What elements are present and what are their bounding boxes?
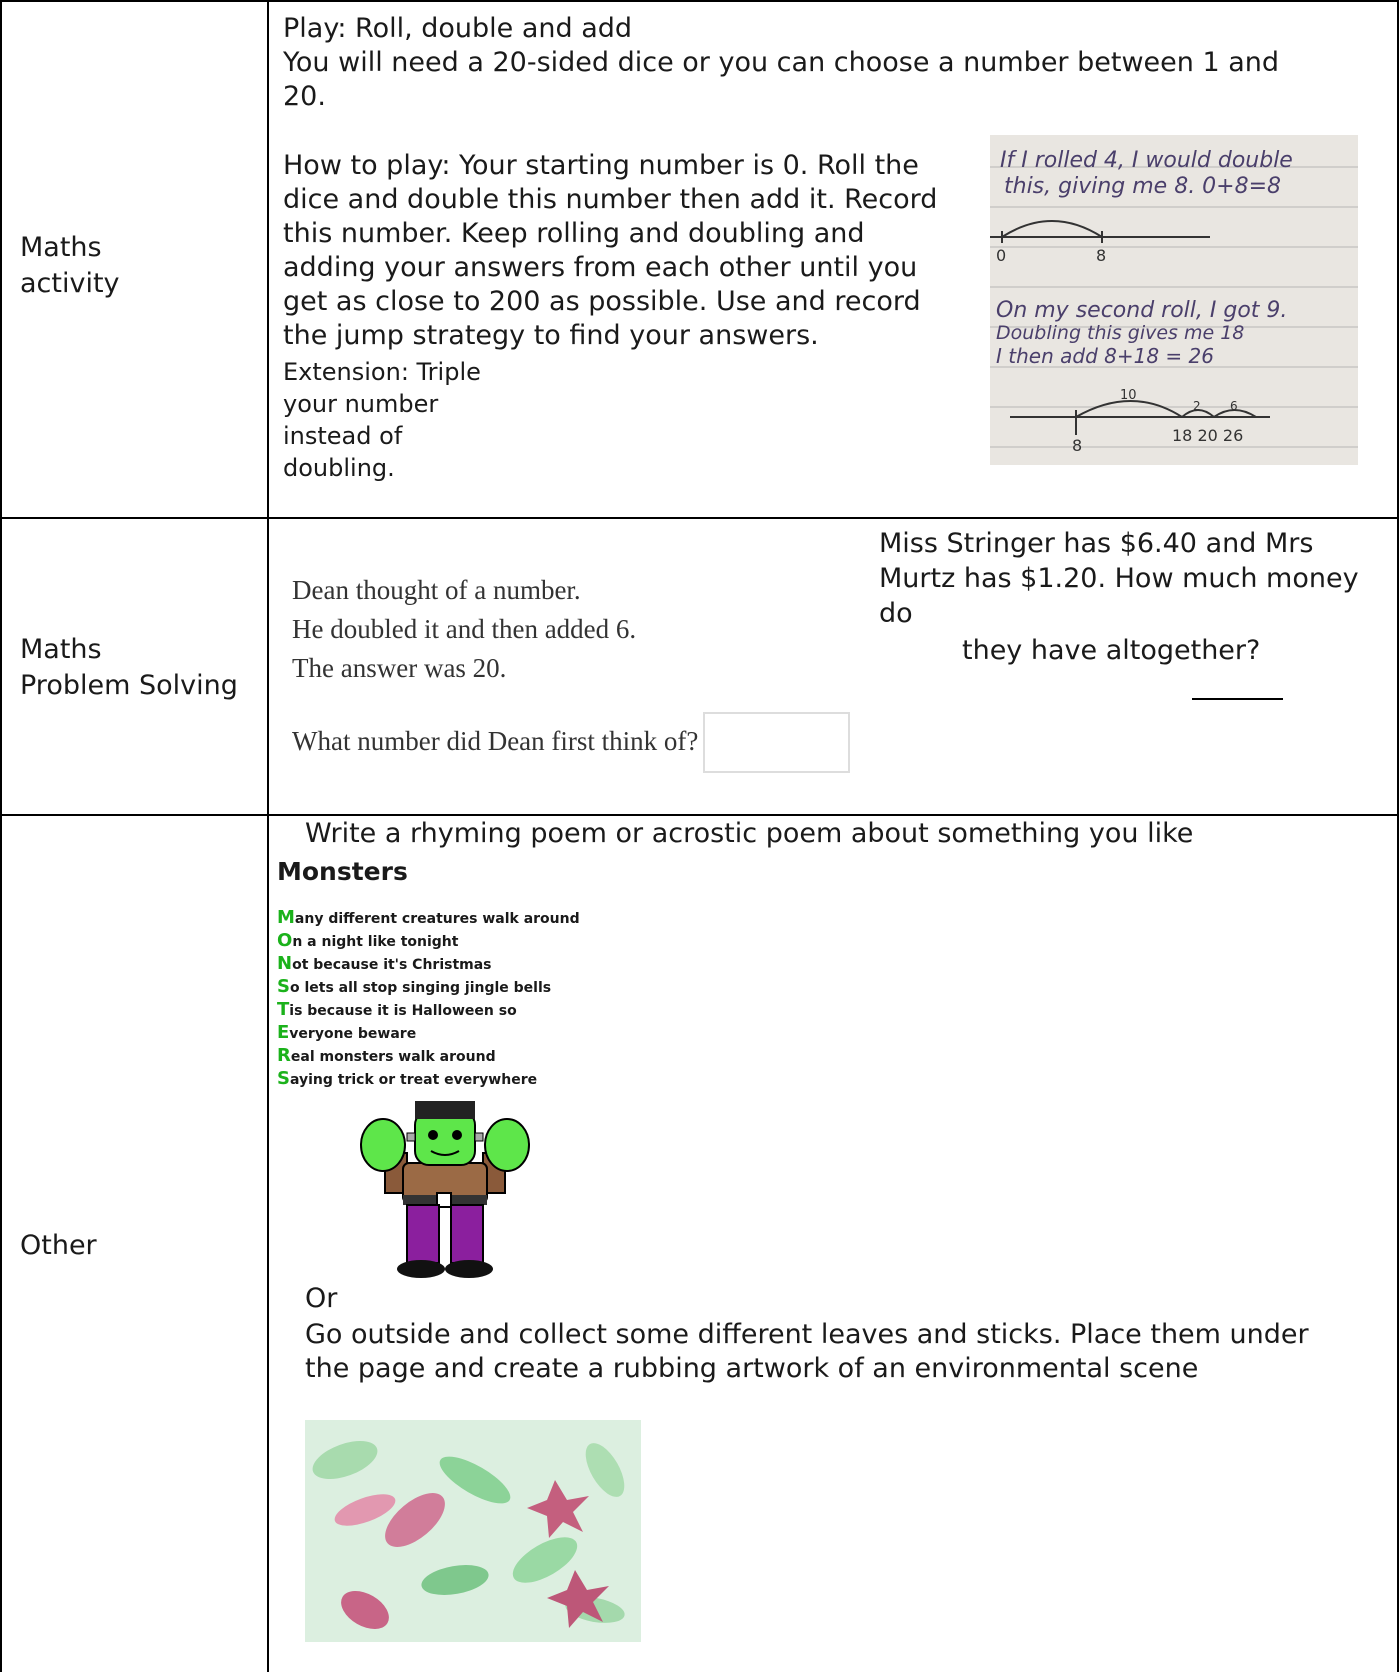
poem-initial: N <box>277 953 293 974</box>
poem-initial: E <box>277 1022 290 1043</box>
label-line: Other <box>20 1230 97 1261</box>
poem-text: o lets all stop singing jingle bells <box>289 980 552 996</box>
problem-line: Dean thought of a number. <box>292 575 581 605</box>
note-line: Doubling this gives me 18 <box>996 322 1245 344</box>
note-line: On my second roll, I got 9. <box>996 298 1288 323</box>
money-answer-line <box>1192 698 1283 700</box>
poem-initial: T <box>277 999 290 1020</box>
money-line: Miss Stringer has $6.40 and Mrs <box>879 528 1314 559</box>
label-line: Maths <box>20 634 102 665</box>
row-label-maths-activity <box>20 230 120 302</box>
art-line: Go outside and collect some different leaves and sticks. Place them under <box>305 1319 1309 1350</box>
poem-text: eal monsters walk around <box>290 1049 496 1065</box>
label-line: Maths <box>20 232 102 263</box>
poem-initial: M <box>277 907 295 928</box>
row-label-other <box>20 1228 97 1264</box>
poem-text: aying trick or treat everywhere <box>289 1072 538 1088</box>
problem-line: The answer was 20. <box>292 653 507 683</box>
poem-task: Write a rhyming poem or acrostic poem about something you like <box>305 818 1194 849</box>
note-line: this, giving me 8. 0+8=8 <box>1004 174 1282 199</box>
howto-line: adding your answers from each other until you <box>283 252 918 283</box>
howto-line: the jump strategy to find your answers. <box>283 320 819 351</box>
label-line: Problem Solving <box>20 670 238 701</box>
howto-line: get as close to 200 as possible. Use and record <box>283 286 921 317</box>
poem-line <box>277 1068 537 1089</box>
row-divider-2 <box>0 814 1399 816</box>
poem-line <box>277 999 517 1020</box>
poem-title: Monsters <box>277 857 408 886</box>
notebook-example-image <box>990 135 1358 465</box>
problem-question: What number did Dean first think of? <box>292 726 699 756</box>
poem-text: ot because it's Christmas <box>292 957 492 973</box>
poem-text: n a night like tonight <box>292 934 459 950</box>
howto-line: dice and double this number then add it. Record <box>283 184 938 215</box>
poem-line <box>277 976 551 997</box>
row-label-problem-solving <box>20 632 238 704</box>
label-line: activity <box>20 268 120 299</box>
poem-text: is because it is Halloween so <box>289 1003 517 1019</box>
poem-initial: R <box>277 1045 291 1066</box>
howto-line: How to play: Your starting number is 0. Roll the <box>283 150 919 181</box>
nl1-start: 0 <box>996 246 1007 265</box>
jump-label: 6 <box>1230 399 1238 413</box>
howto-line: this number. Keep rolling and doubling and <box>283 218 865 249</box>
extension-line: instead of <box>283 422 403 450</box>
extension-line: your number <box>283 390 439 418</box>
nl1-end: 8 <box>1096 246 1107 265</box>
poem-line <box>277 1045 496 1066</box>
poem-line <box>277 953 492 974</box>
poem-initial: S <box>277 976 290 997</box>
nl2-start: 8 <box>1072 436 1083 455</box>
poem-line <box>277 930 458 951</box>
problem-line: He doubled it and then added 6. <box>292 614 637 644</box>
extension-line: Extension: Triple <box>283 358 481 386</box>
row-divider-1 <box>0 517 1399 519</box>
note-line: I then add 8+18 = 26 <box>996 344 1214 368</box>
or-text: Or <box>305 1283 338 1314</box>
poem-initial: S <box>277 1068 290 1089</box>
note-line: If I rolled 4, I would double <box>1000 148 1293 173</box>
activity-need-line: You will need a 20-sided dice or you can choose a number between 1 and <box>283 47 1280 78</box>
activity-title: Play: Roll, double and add <box>283 13 633 44</box>
monster-clipart <box>345 1093 545 1281</box>
poem-text: veryone beware <box>289 1026 417 1042</box>
nl2-labels: 18 20 26 <box>1172 426 1244 445</box>
extension-line: doubling. <box>283 454 395 482</box>
activity-need-line: 20. <box>283 81 326 112</box>
jump-label: 2 <box>1193 399 1201 413</box>
table-border-left <box>0 0 2 1672</box>
table-border-top <box>0 0 1399 2</box>
art-line: the page and create a rubbing artwork of an environmental scene <box>305 1353 1199 1384</box>
money-line: Murtz has $1.20. How much money <box>879 563 1359 594</box>
answer-box[interactable] <box>703 712 850 773</box>
poem-text: any different creatures walk around <box>294 911 580 927</box>
poem-initial: O <box>277 930 293 951</box>
column-divider <box>267 0 269 1672</box>
poem-line <box>277 1022 416 1043</box>
leaf-rubbing-image <box>305 1420 641 1642</box>
jump-label: 10 <box>1120 388 1137 403</box>
money-line: do <box>879 598 913 629</box>
poem-line <box>277 907 580 928</box>
money-question: they have altogether? <box>962 635 1261 666</box>
